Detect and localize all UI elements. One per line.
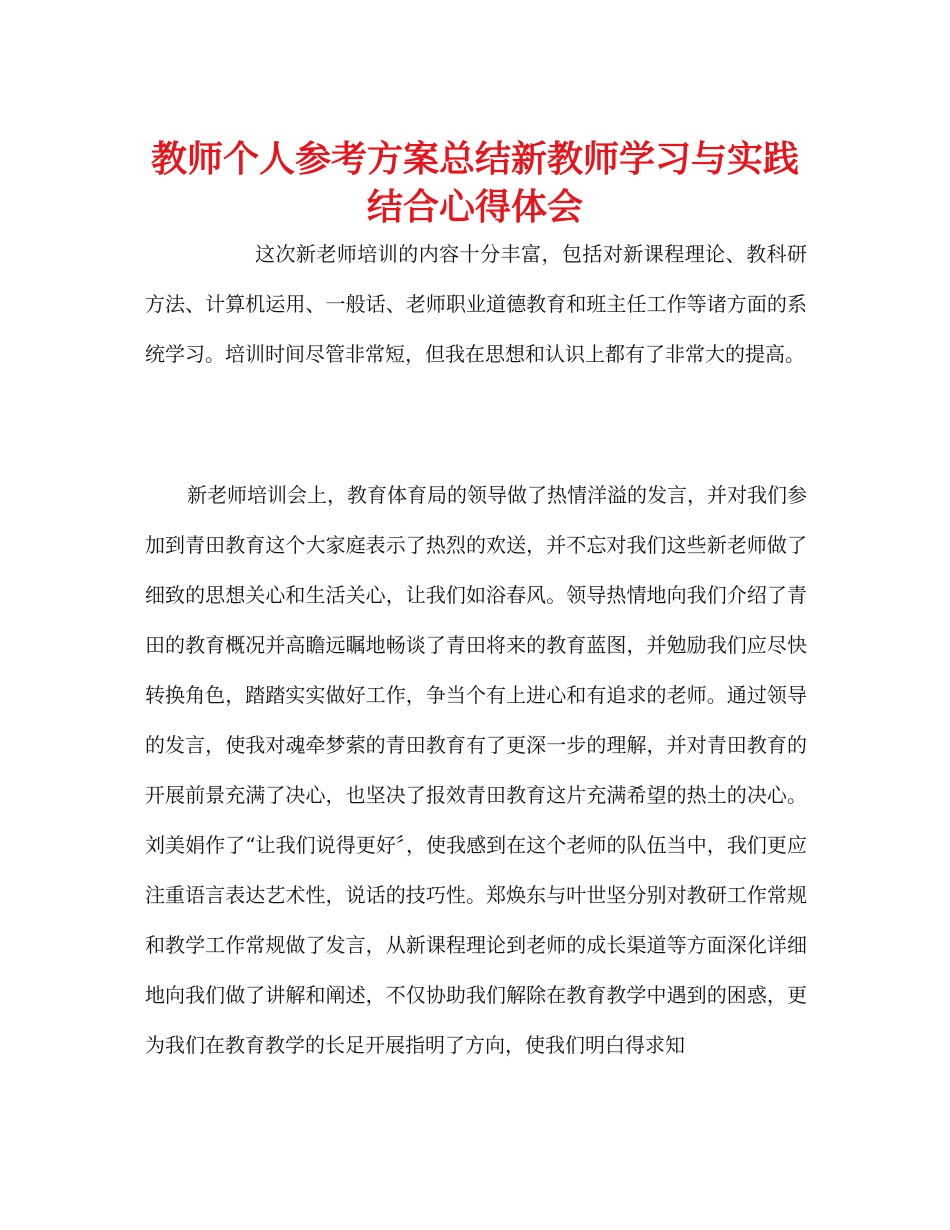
document-title: 教师个人参考方案总结新教师学习与实践结合心得体会 [150,139,799,228]
body-paragraph-2: 新老师培训会上，教育体育局的领导做了热情洋溢的发言，并对我们参加到青田教育这个大家庭表示了热烈的欢送，并不忘对我们这些新老师做了细致的思想关心和生活关心，让我们如浴春风。领导热情地向我们介绍了青田的教育概况并高瞻远瞩地畅谈了青田将来的教育蓝图，并勉励我们应尽快转换角色，踏踏实实做好工作，争当个有上进心和有追求的老师。通过领导的发言，使我对魂牵梦萦的青田教育有了更深一步的理解，并对青田教育的开展前景充满了决心，也坚决了报效青田教育这片充满希望的热土的决心。刘美娟作了“让我们说得更好〞，使我感到在这个老师的队伍当中，我们更应注重语言表达艺术性，说话的技巧性。郑焕东与叶世坚分别对教研工作常规和教学工作常规做了发言，从新课程理论到老师的成长渠道等方面深化详细地向我们做了讲解和阐述，不仅协助我们解除在教育教学中遇到的困惑，更为我们在教育教学的长足开展指明了方向，使我们明白得求知 [145,483,807,1057]
body-paragraph-1: 这次新老师培训的内容十分丰富，包括对新课程理论、教科研方法、计算机运用、一般话、老师职业道德教育和班主任工作等诸方面的系统学习。培训时间尽管非常短，但我在思想和认识上都有了非常大的提高。 [145,242,807,366]
